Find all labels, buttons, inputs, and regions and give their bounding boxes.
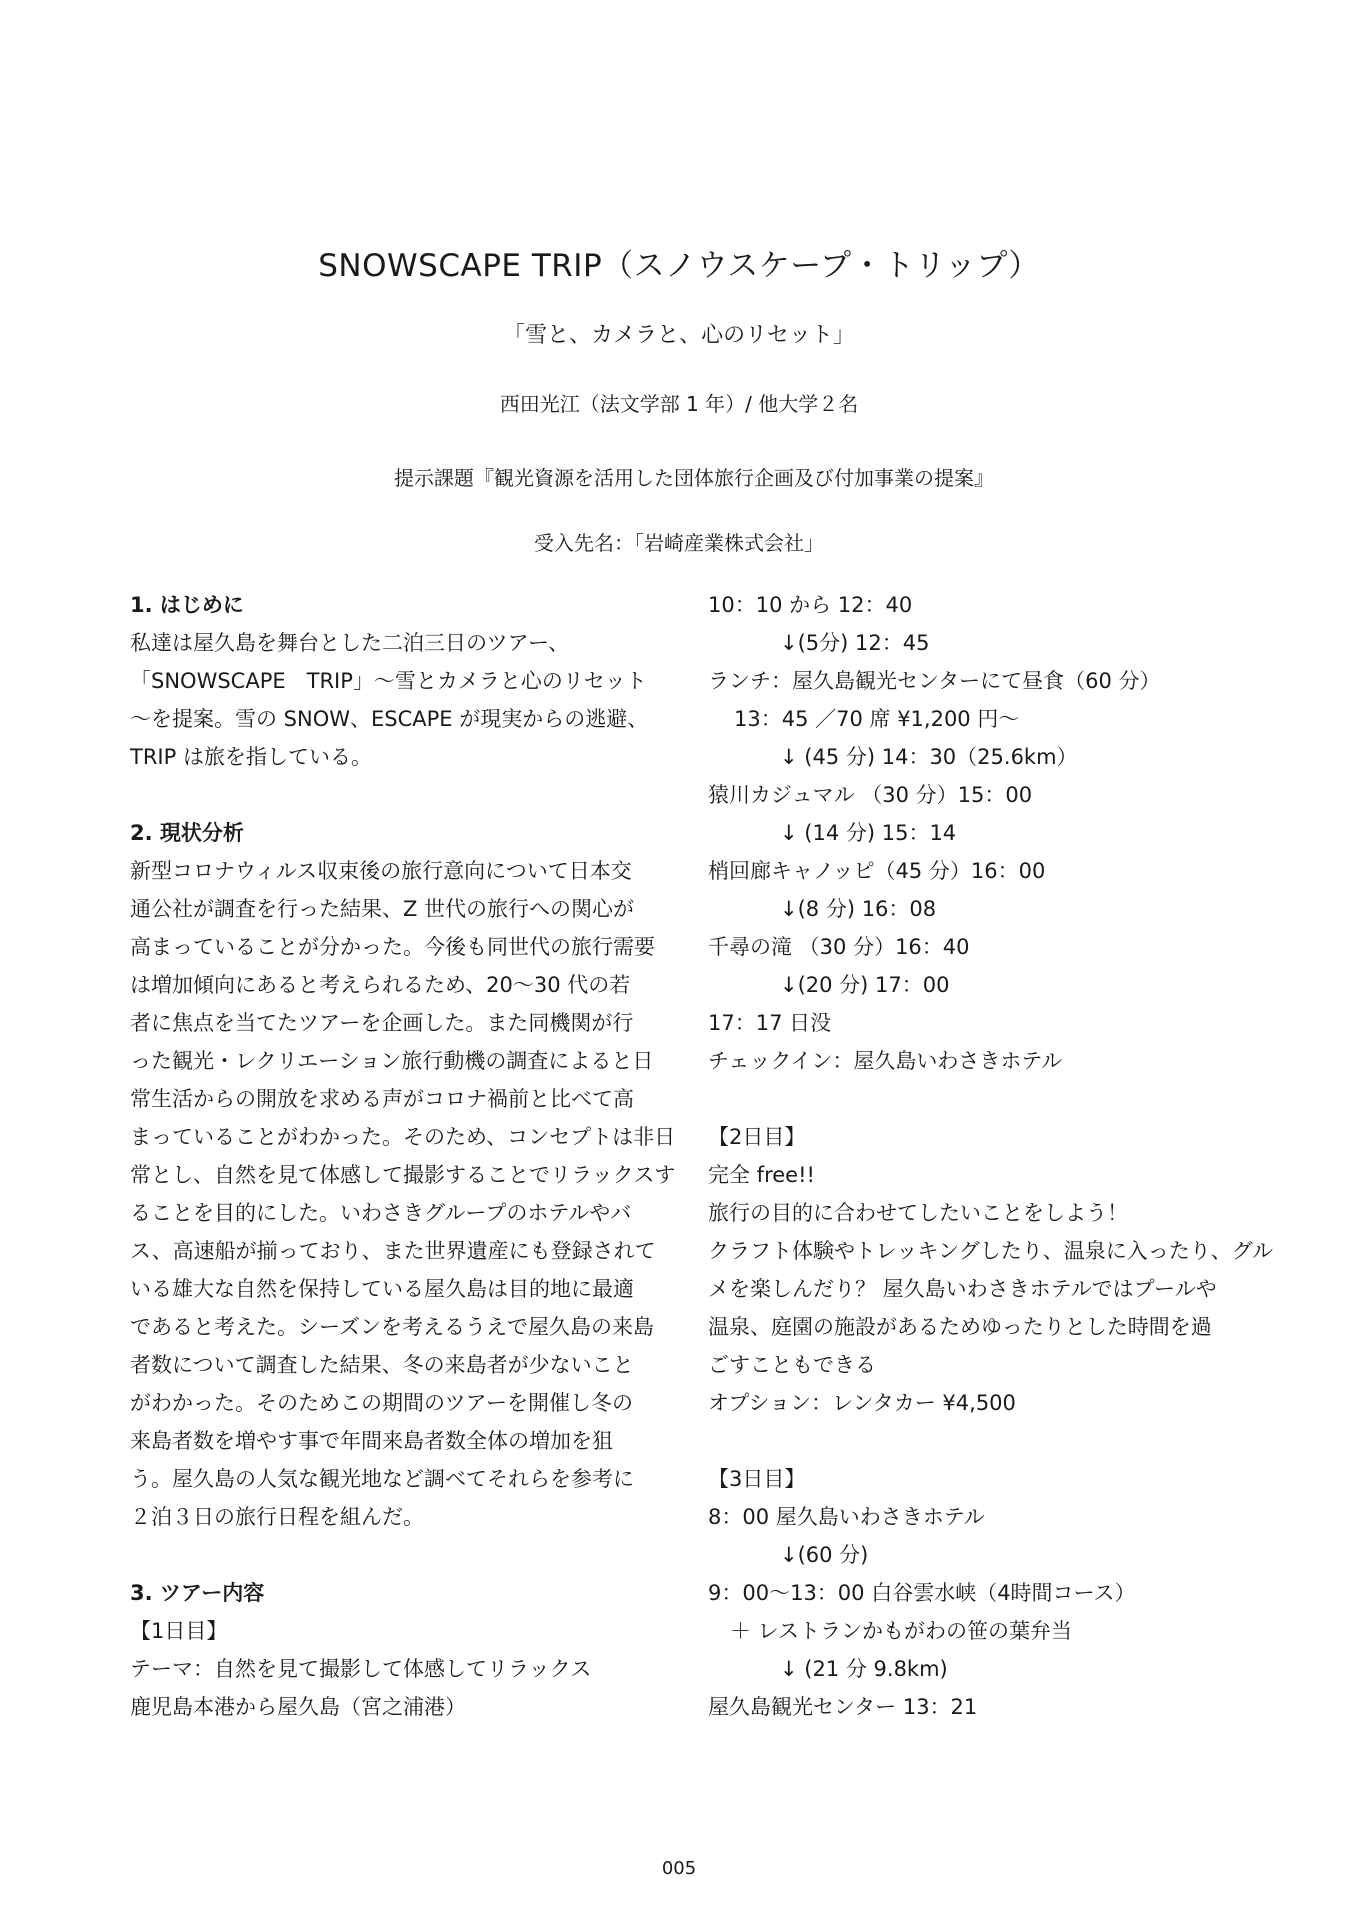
text-line: 鹿児島本港から屋久島（宮之浦港） [130, 1695, 466, 1719]
text-line: ↓ (14 分) 15：14 [780, 821, 957, 845]
text-line: ↓(60 分) [780, 1543, 869, 1567]
text-line: まっていることがわかった。そのため、コンセプトは非日 [130, 1125, 676, 1149]
text-line: 千尋の滝 （30 分）16：40 [708, 935, 970, 959]
text-line: 9：00～13：00 白谷雲水峡（4時間コース） [708, 1581, 1136, 1605]
text-line: ２泊３日の旅行日程を組んだ。 [130, 1505, 424, 1529]
text-line: 17：17 日没 [708, 1011, 832, 1035]
text-line: 者に焦点を当てたツアーを企画した。また同機関が行 [130, 1011, 634, 1035]
text-line: であると考えた。シーズンを考えるうえで屋久島の来島 [130, 1315, 654, 1339]
text-line: ↓(20 分) 17：00 [780, 973, 950, 997]
text-line: ＋ レストランかもがわの笹の葉弁当 [730, 1619, 1073, 1643]
text-line: 温泉、庭園の施設があるためゆったりとした時間を過 [708, 1315, 1212, 1339]
section-heading: 3. ツアー内容 [130, 1581, 265, 1605]
assigned-task: 提示課題『観光資源を活用した団体旅行企画及び付加事業の提案』 [394, 466, 994, 490]
document-subtitle: 「雪と、カメラと、心のリセット」 [503, 323, 855, 348]
text-line: メを楽しんだり？ 屋久島いわさきホテルではプールや [708, 1277, 1217, 1301]
text-line: 完全 free!! [708, 1163, 815, 1187]
text-line: 来島者数を増やす事で年間来島者数全体の増加を狙 [130, 1429, 613, 1453]
text-line: がわかった。そのためこの期間のツアーを開催し冬の [130, 1391, 633, 1415]
text-line: 【3日目】 [708, 1467, 806, 1491]
text-line: ～を提案。雪の SNOW、ESCAPE が現実からの逃避、 [130, 707, 649, 731]
text-line: は増加傾向にあると考えられるため、20～30 代の若 [130, 973, 631, 997]
text-line: ↓ (45 分) 14：30（25.6km） [780, 745, 1078, 769]
section-heading: 1. はじめに [130, 593, 244, 617]
text-line: った観光・レクリエーション旅行動機の調査によると日 [130, 1049, 654, 1073]
left-column [130, 586, 675, 1726]
text-line: 10：10 から 12：40 [708, 593, 913, 617]
text-line: ↓(5分) 12：45 [780, 631, 930, 655]
text-line: 8：00 屋久島いわさきホテル [708, 1505, 985, 1529]
text-line: 私達は屋久島を舞台とした二泊三日のツアー、 [130, 631, 570, 655]
text-line: 梢回廊キャノッピ（45 分）16：00 [708, 859, 1046, 883]
document-title: SNOWSCAPE TRIP（スノウスケープ・トリップ） [318, 248, 1040, 284]
text-line: ↓ (21 分 9.8km) [780, 1657, 948, 1681]
text-line: TRIP は旅を指している。 [130, 745, 372, 769]
authors-line: 西田光江（法文学部 1 年）/ 他大学２名 [499, 392, 859, 416]
text-line: ランチ：屋久島観光センターにて昼食（60 分） [708, 669, 1161, 693]
paragraph-spacer [130, 1536, 675, 1574]
text-line: 常とし、自然を見て体感して撮影することでリラックスす [130, 1163, 676, 1187]
right-column [708, 586, 1274, 1726]
host-organization: 受入先名：「岩崎産業株式会社」 [534, 531, 824, 555]
text-line: 【2日目】 [708, 1125, 806, 1149]
text-line: ごすこともできる [708, 1353, 876, 1377]
text-line: テーマ：自然を見て撮影して体感してリラックス [130, 1657, 592, 1681]
text-line: 13：45 ／70 席 ¥1,200 円～ [734, 707, 1020, 731]
text-line: 旅行の目的に合わせてしたいことをしよう！ [708, 1201, 1128, 1225]
text-line: いる雄大な自然を保持している屋久島は目的地に最適 [130, 1277, 634, 1301]
page-number: 005 [661, 1858, 697, 1879]
text-line: 猿川カジュマル （30 分）15：00 [708, 783, 1033, 807]
text-line: 者数について調査した結果、冬の来島者が少ないこと [130, 1353, 634, 1377]
text-line: ↓(8 分) 16：08 [780, 897, 937, 921]
paragraph-spacer [708, 1422, 1268, 1460]
text-line: 【1日目】 [130, 1619, 228, 1643]
text-line: チェックイン：屋久島いわさきホテル [708, 1049, 1063, 1073]
text-line: ることを目的にした。いわさきグループのホテルやバ [130, 1201, 632, 1225]
text-line: 新型コロナウィルス収束後の旅行意向について日本交 [130, 859, 632, 883]
text-line: 屋久島観光センター 13：21 [708, 1695, 978, 1719]
text-line: 通公社が調査を行った結果、Z 世代の旅行への関心が [130, 897, 635, 921]
paragraph-spacer [708, 1080, 1268, 1118]
text-line: クラフト体験やトレッキングしたり、温泉に入ったり、グル [708, 1239, 1274, 1263]
text-line: ス、高速船が揃っており、また世界遺産にも登録されて [130, 1239, 656, 1263]
section-heading: 2. 現状分析 [130, 821, 244, 845]
text-line: 「SNOWSCAPE TRIP」～雪とカメラと心のリセット [130, 669, 647, 693]
text-line: 高まっていることが分かった。今後も同世代の旅行需要 [130, 935, 655, 959]
text-line: 常生活からの開放を求める声がコロナ禍前と比べて高 [130, 1087, 634, 1111]
text-line: オプション：レンタカー ¥4,500 [708, 1391, 1016, 1415]
text-line: う。屋久島の人気な観光地など調べてそれらを参考に [130, 1467, 634, 1491]
paragraph-spacer [130, 776, 675, 814]
